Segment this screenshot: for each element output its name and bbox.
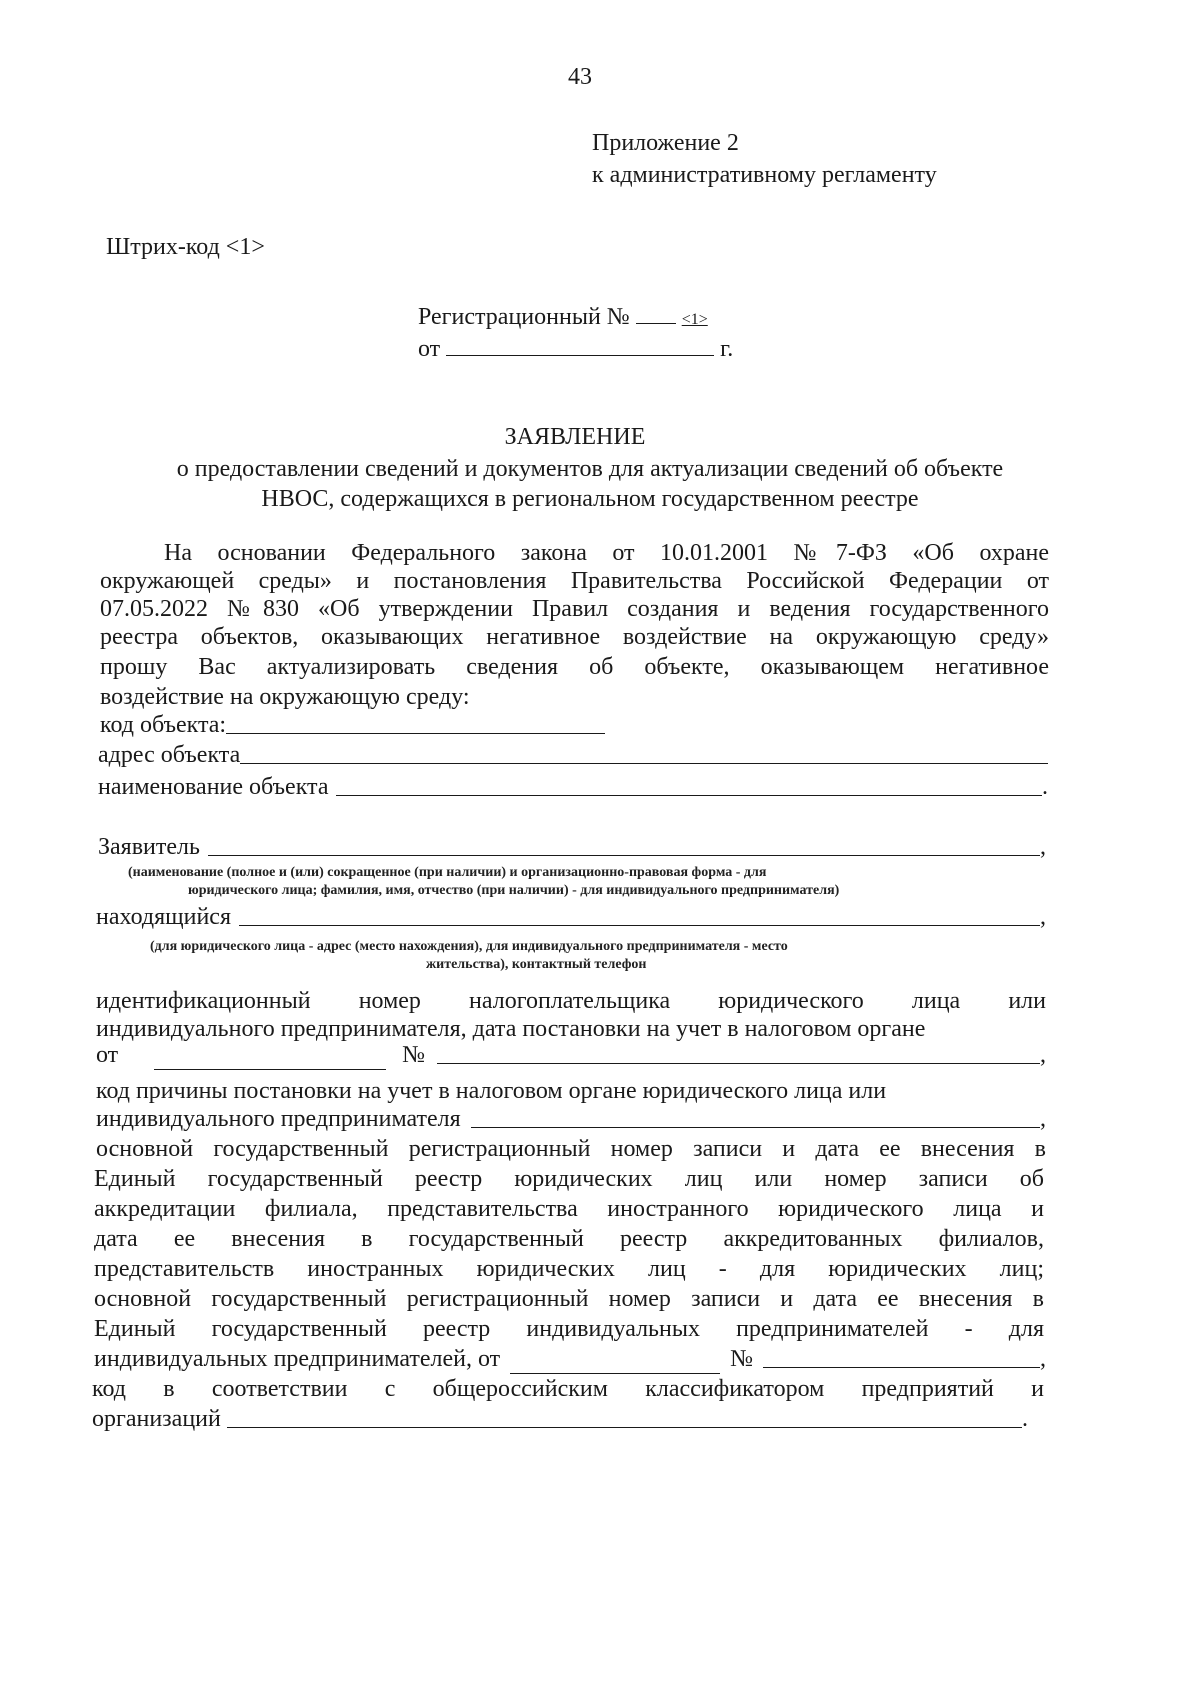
ogrn-line: основной государственный регистрационный номер записи и дата ее внесения в bbox=[94, 1286, 1044, 1312]
location-blank bbox=[239, 925, 1040, 926]
document-subtitle-1: о предоставлении сведений и документов для актуализации сведений об объекте bbox=[176, 456, 1004, 482]
applicant-note-1: (наименование (полное и (или) сокращенное (при наличии) и организационно-правовая форма - для bbox=[128, 865, 767, 880]
applicant-blank bbox=[208, 855, 1040, 856]
okpo-blank bbox=[227, 1427, 1022, 1428]
page-number: 43 bbox=[568, 64, 592, 90]
registration-footnote: <1> bbox=[681, 311, 708, 328]
ogrn-number-blank bbox=[763, 1367, 1040, 1368]
location-note-1: (для юридического лица - адрес (место нахождения), для индивидуального предпринимателя - место bbox=[150, 939, 788, 954]
object-name-blank bbox=[336, 795, 1042, 796]
applicant-label: Заявитель bbox=[98, 834, 200, 860]
registration-number-row bbox=[418, 302, 708, 335]
inn-number-blank bbox=[437, 1063, 1040, 1064]
location-label: находящийся bbox=[96, 904, 231, 930]
kpp-row bbox=[96, 1104, 1046, 1134]
inn-comma: , bbox=[1040, 1042, 1046, 1068]
applicant-note-2: юридического лица; фамилия, имя, отчество (при наличии) - для индивидуального предпринимателя) bbox=[188, 883, 840, 898]
inn-line-2: индивидуального предпринимателя, дата постановки на учет в налоговом органе bbox=[96, 1016, 926, 1042]
intro-line: воздействие на окружающую среду: bbox=[100, 684, 470, 710]
location-note-2: жительства), контактный телефон bbox=[426, 957, 647, 972]
ogrn-comma: , bbox=[1040, 1346, 1046, 1372]
registration-number-label: Регистрационный № bbox=[418, 304, 630, 330]
kpp-blank bbox=[471, 1127, 1040, 1128]
intro-line: На основании Федерального закона от 10.01.2001 №7-ФЗ «Об охране bbox=[164, 540, 1049, 566]
appendix-line-1: Приложение 2 bbox=[592, 130, 739, 156]
inn-number-label: № bbox=[402, 1042, 426, 1068]
object-name-period: . bbox=[1042, 774, 1048, 800]
document-subtitle-2: НВОС, содержащихся в региональном государственном реестре bbox=[261, 486, 919, 512]
document-title: ЗАЯВЛЕНИЕ bbox=[504, 424, 646, 450]
applicant-row bbox=[98, 832, 1046, 862]
ogrn-line: представительств иностранных юридических лиц - для юридических лиц; bbox=[94, 1256, 1044, 1282]
object-code-blank bbox=[226, 733, 605, 734]
ogrn-line: дата ее внесения в государственный реестр аккредитованных филиалов, bbox=[94, 1226, 1044, 1252]
ogrn-line: основной государственный регистрационный номер записи и дата ее внесения в bbox=[96, 1136, 1046, 1162]
registration-date-label: от bbox=[418, 336, 441, 362]
kpp-line-2: индивидуального предпринимателя bbox=[96, 1106, 461, 1132]
registration-year-suffix: г. bbox=[720, 336, 734, 362]
intro-line: прошу Вас актуализировать сведения об объекте, оказывающем негативное bbox=[100, 654, 1049, 680]
ogrn-line: аккредитации филиала, представительства иностранного юридического лица и bbox=[94, 1196, 1044, 1222]
inn-from-label: от bbox=[96, 1042, 119, 1068]
ogrn-line: Единый государственный реестр юридических лиц или номер записи об bbox=[94, 1166, 1044, 1192]
appendix-line-2: к административному регламенту bbox=[592, 162, 937, 188]
okpo-line-1: код в соответствии с общероссийским классификатором предприятий и bbox=[92, 1376, 1044, 1402]
ogrn-date-row bbox=[94, 1344, 1046, 1374]
location-comma: , bbox=[1040, 904, 1046, 930]
object-address-blank bbox=[240, 763, 1048, 764]
intro-line: 07.05.2022 №830 «Об утверждении Правил создания и ведения государственного bbox=[100, 596, 1049, 622]
okpo-period: . bbox=[1022, 1406, 1028, 1432]
object-code-label: код объекта: bbox=[100, 712, 227, 738]
okpo-row bbox=[92, 1404, 1028, 1434]
registration-date-row bbox=[418, 334, 733, 364]
ogrn-line: Единый государственный реестр индивидуальных предпринимателей - для bbox=[94, 1316, 1044, 1342]
intro-line: реестра объектов, оказывающих негативное воздействие на окружающую среду» bbox=[100, 624, 1049, 650]
location-row bbox=[96, 902, 1046, 932]
ogrn-number-label: № bbox=[730, 1346, 754, 1372]
intro-line: окружающей среды» и постановления Правительства Российской Федерации от bbox=[100, 568, 1049, 594]
object-name-label: наименование объекта bbox=[98, 774, 329, 800]
ogrn-last-line: индивидуальных предпринимателей, от bbox=[94, 1346, 501, 1372]
barcode-label: Штрих-код <1> bbox=[106, 234, 265, 260]
inn-line-1: идентификационный номер налогоплательщика юридического лица или bbox=[96, 988, 1046, 1014]
kpp-comma: , bbox=[1040, 1106, 1046, 1132]
object-name-row bbox=[98, 772, 1048, 802]
object-code-row bbox=[100, 710, 605, 740]
applicant-comma: , bbox=[1040, 834, 1046, 860]
object-address-label: адрес объекта bbox=[98, 742, 241, 768]
object-address-row bbox=[98, 740, 1048, 770]
inn-date-row bbox=[96, 1040, 1046, 1070]
kpp-line-1: код причины постановки на учет в налоговом органе юридического лица или bbox=[96, 1078, 887, 1104]
registration-number-blank bbox=[636, 322, 676, 324]
inn-date-blank bbox=[154, 1068, 386, 1070]
okpo-line-2: организаций bbox=[92, 1406, 221, 1432]
registration-date-blank bbox=[446, 354, 714, 356]
